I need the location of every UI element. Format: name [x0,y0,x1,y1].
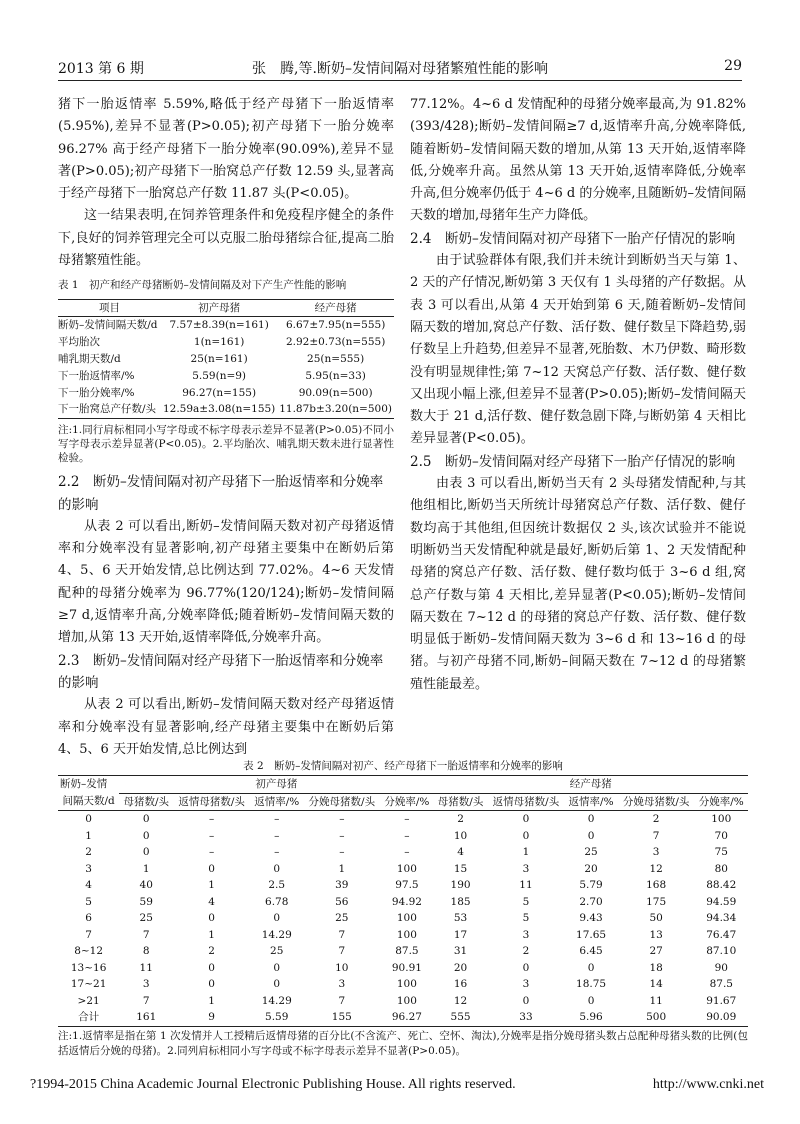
table-cell: – [404,813,410,825]
table-cell: 1 [338,862,346,875]
table-cell: 2 [85,846,92,858]
table-cell: 3 [522,928,530,941]
table-cell: 175 [646,895,667,908]
table-cell: 555 [450,1011,471,1023]
table-cell: 53 [453,912,468,924]
table-cell: 1 [208,879,215,891]
section-heading: 2.5 断奶–发情间隔对经产母猪下一胎产仔情况的影响 [410,453,736,470]
table-cell: 0 [273,961,281,974]
table-cell: 56 [335,895,349,908]
table-cell: 17 [453,928,468,941]
table-header: 分娩率/% [380,793,433,811]
table-cell: 20 [584,862,598,875]
table-cell: – [274,846,280,858]
section-heading: 2.4 断奶–发情间隔对初产母猪下一胎产仔情况的影响 [410,230,736,247]
table-cell: – [274,829,280,842]
table-cell: 5.95(n=33) [305,369,366,382]
table-cell: 0 [587,829,595,842]
table-row [58,844,748,861]
table-cell: – [404,846,410,858]
paragraph: 77.12%。4~6 d 发情配种的母猪分娩率最高,为 91.82%(393/428);断奶–发情间隔≥7 d,返情率升高,分娩率降低,随着断奶–发情间隔天数的增加,从第 13 天开始,返情率降低,分娩率升高。虽然从第 13 天开始,返情率降低,分娩率升高,但分娩率仍低于 4~6 d 的分娩率,且随断奶–发情间隔天数的增加,母猪年生产力降低。 [410,97,746,224]
table-cell: 3 [522,862,530,875]
table-cell: 50 [649,912,663,924]
table-cell: 7 [338,945,346,957]
table-cell: >21 [77,994,100,1007]
table-cell: 12.59a±3.08(n=155) [162,403,276,416]
table-cell: 75 [714,846,728,858]
table-cell: 0 [522,994,530,1007]
table-cell: 15 [453,862,468,875]
table-cell: 哺乳期天数/d [58,353,121,366]
table-cell: 100 [711,813,732,825]
table-cell: 2 [457,813,464,825]
table-cell: 10 [453,829,468,842]
table-note: 注:1.同行肩标相同小写字母或不标字母表示差异不显著(P>0.05)不同小写字母表示差异显著(P<0.05)。2.平均胎次、哺乳期天数未进行显著性检验。 [58,424,394,465]
table-cell: 87.10 [706,945,737,957]
table-cell: 4 [457,846,464,858]
table-cell: 90.91 [391,961,422,974]
table-cell: 11 [519,879,533,891]
table-cell: 13~16 [70,961,107,974]
table-cell: – [339,829,345,842]
table-cell: 断奶–发情间隔天数/d [58,319,158,332]
table-caption: 表 1 初产和经产母猪断奶–发情间隔及对下产生产性能的影响 [58,279,347,292]
table-cell: 0 [522,813,530,825]
table-cell: 2.70 [579,895,603,908]
table-cell: 31 [453,945,468,957]
table-row [58,943,748,960]
table-cell: 168 [646,879,667,891]
table-cell: 96.27 [391,1011,422,1023]
table-cell: – [339,813,345,825]
table-cell: 100 [396,994,417,1007]
table-header: 项目 [58,299,161,317]
table-cell: 8 [142,945,150,957]
table-cell: – [274,813,280,825]
table-row [58,317,394,334]
right-column [410,94,746,696]
table-cell: 4 [85,879,92,891]
table-cell: 40 [139,879,153,891]
table-cell: 0 [208,961,215,974]
table-cell: 1(n=161) [193,336,245,349]
table-cell: 3 [338,978,346,990]
table-2 [58,758,748,1059]
table-cell: 27 [649,945,663,957]
table-cell: 5.96 [579,1011,603,1023]
table-cell: 9.43 [579,912,603,924]
table-cell: 2.5 [268,879,286,891]
table-cell: 合计 [78,1011,100,1023]
table-cell: 39 [335,879,349,891]
table-row [58,368,394,385]
table-row [58,351,394,368]
table-cell: 90.09 [706,1011,737,1023]
table-cell: 7 [85,928,92,941]
table-cell: 2 [652,813,660,825]
table-cell: 6.78 [265,895,289,908]
table-cell: 25 [584,846,598,858]
table-cell: 80 [714,862,728,875]
table-cell: 平均胎次 [58,336,100,349]
table-header: 分娩母猪数/头 [303,793,380,811]
table-cell: 5 [85,895,92,908]
table-cell: 下一胎分娩率/% [58,386,135,399]
table-header: 间隔天数/d [58,793,119,811]
table-cell: 20 [453,961,468,974]
table-cell: 25 [270,945,284,957]
table-cell: 94.92 [391,895,422,908]
table-row [58,910,748,927]
table-cell: 13 [649,928,663,941]
table-cell: 7 [142,928,150,941]
table-cell: 1 [522,846,530,858]
table-cell: 18.75 [576,978,607,990]
section-heading: 2.2 断奶–发情间隔对初产母猪下一胎返情率和分娩率的影响 [58,474,384,513]
table-row [58,861,748,878]
table-cell: 14 [649,978,663,990]
table-row [58,334,394,351]
table-cell: 0 [587,813,595,825]
table-cell: 59 [139,895,153,908]
paragraph: 从表 2 可以看出,断奶–发情间隔天数对经产母猪返情率和分娩率没有显著影响,经产母猪主要集中在断奶后第 4、5、6 天开始发情,总比例达到 [58,697,394,757]
table-row [58,976,748,993]
table-cell: 5.59 [265,1011,289,1023]
table-cell: 87.5 [395,945,419,957]
table-cell: 87.5 [709,978,733,990]
table-1-grid [58,299,394,420]
table-cell: 2.92±0.73(n=555) [285,336,386,349]
table-cell: 185 [450,895,471,908]
table-cell: 100 [396,912,417,924]
table-cell: 155 [331,1011,352,1023]
table-cell: 7 [142,994,150,1007]
table-cell: 3 [522,978,530,990]
table-cell: 70 [714,829,728,842]
table-cell: 0 [208,912,215,924]
table-cell: 11.87b±3.20(n=500) [279,403,392,416]
table-cell: 3 [652,846,660,858]
table-header: 经产母猪 [277,299,394,317]
table-caption: 表 2 断奶–发情间隔对初产、经产母猪下一胎返情率和分娩率的影响 [243,760,563,772]
table-cell: 16 [453,978,468,990]
table-cell: 0 [85,813,92,825]
table-cell: 18 [649,961,663,974]
table-cell: 94.59 [706,895,737,908]
table-cell: 11 [649,994,663,1007]
table-cell: 0 [273,912,281,924]
table-cell: 96.27(n=155) [182,386,257,399]
table-cell: 3 [142,978,150,990]
table-cell: 1 [142,862,150,875]
paragraph: 由于试验群体有限,我们并未统计到断奶当天与第 1、2 天的产仔情况,断奶第 3 天仅有 1 头母猪的产仔数据。从表 3 可以看出,从第 4 天开始到第 6 天,随着断奶–发情间隔天数的增加,窝总产仔数、活仔数、健仔数呈下降趋势,弱仔数呈上升趋势,但差异不显著,死胎数、木乃伊数、畸形数没有明显规律性;第 7~12 天窝总产仔数、活仔数、健仔数又出现小幅上涨,但差异不显著(P>0.05);断奶–发情间隔天数大于 21 d,活仔数、健仔数急剧下降,与断奶第 4 天相比差异显著(P<0.05)。 [410,253,746,447]
table-cell: 33 [519,1011,533,1023]
table-cell: 1 [208,928,215,941]
table-cell: 7 [338,928,346,941]
table-cell: 3 [85,862,92,875]
table-header: 母猪数/头 [434,793,488,811]
table-cell: 5.79 [579,879,603,891]
table-cell: 0 [522,961,530,974]
table-cell: 7.57±8.39(n=161) [169,319,269,332]
table-header: 返情率/% [564,793,617,811]
table-cell: 90.09(n=500) [298,386,373,399]
site-url: http://www.cnki.net [652,1077,764,1092]
table-cell: 4 [208,895,215,908]
table-cell: 14.29 [261,928,292,941]
table-cell: 10 [335,961,349,974]
table-cell: 25 [139,912,153,924]
table-cell: 0 [522,829,530,842]
table-1 [58,274,394,465]
table-cell: 5 [522,912,530,924]
table-cell: 7 [338,994,346,1007]
table-row [58,927,748,944]
journal-issue: 2013 第 6 期 [58,61,144,77]
table-cell: 下一胎窝总产仔数/头 [58,403,157,416]
table-cell: 1 [208,994,215,1007]
table-header: 初产母猪 [161,299,277,317]
table-cell: 6.67±7.95(n=555) [285,319,386,332]
table-cell: 90 [714,961,728,974]
copyright-footer [30,1077,770,1093]
table-cell: 12 [453,994,468,1007]
table-total-row [58,1009,748,1026]
table-header: 返情母猪数/头 [488,793,565,811]
table-cell: 100 [396,928,417,941]
table-cell: 17.65 [576,928,607,941]
table-cell: 88.42 [706,879,737,891]
table-cell: 下一胎返情率/% [58,369,135,382]
table-row [58,894,748,911]
page-number: 29 [724,58,742,74]
table-cell: 2 [522,945,530,957]
table-cell: 14.29 [261,994,292,1007]
table-cell: 0 [208,978,215,990]
left-column [58,94,394,761]
table-cell: 8~12 [74,945,104,957]
table-cell: 0 [142,829,150,842]
table-cell: 1 [85,829,92,842]
table-row [58,385,394,402]
article-running-title: 张 腾,等.断奶–发情间隔对母猪繁殖性能的影响 [252,61,548,77]
table-cell: 76.47 [706,928,737,941]
table-cell: – [209,846,215,858]
table-row [58,401,394,418]
table-row [58,960,748,977]
group-header-multiparous: 经产母猪 [434,776,748,794]
table-cell: 9 [208,1011,215,1023]
table-cell: 0 [208,862,215,875]
table-cell: 0 [142,846,150,858]
table-cell: 5 [522,895,530,908]
table-cell: 100 [396,978,417,990]
table-cell: 6.45 [579,945,603,957]
table-cell: 2 [208,945,215,957]
table-note: 注:1.返情率是指在第 1 次发情并人工授精后返情母猪的百分比(不含流产、死亡、空怀、淘汰),分娩率是指分娩母猪头数占总配种母猪头数的比例(包括返情后分娩的母猪)。2.同列肩标相同小写字母或不标字母表示差异不显著(P>0.05)。 [58,1029,748,1057]
table-cell: 25 [335,912,349,924]
table-cell: 6 [85,912,92,924]
table-cell: – [404,829,410,842]
table-2-grid [58,775,748,1027]
table-cell: 12 [649,862,663,875]
table-row [58,811,748,828]
table-cell: 17~21 [70,978,107,990]
table-header: 返情母猪数/头 [173,793,250,811]
table-cell: 0 [273,862,281,875]
table-cell: 0 [142,813,150,825]
table-cell: 25(n=555) [307,353,365,366]
table-cell: 94.34 [706,912,737,924]
paragraph: 从表 2 可以看出,断奶–发情间隔天数对初产母猪返情率和分娩率没有显著影响,初产母猪主要集中在断奶后第 4、5、6 天开始发情,总比例达到 77.02%。4~6 天发情配种的母猪分娩率为 96.77%(120/124);断奶–发情间隔≥7 d,返情率升高,分娩率降低;随着断奶–发情间隔天数的增加,从第 13 天开始,返情率降低,分娩率升高。 [58,518,394,646]
table-header: 断奶–发情 [60,778,108,791]
table-header: 母猪数/头 [119,793,173,811]
table-cell: 100 [396,862,417,875]
table-cell: 500 [646,1011,667,1023]
paragraph: 由表 3 可以看出,断奶当天有 2 头母猪发情配种,与其他组相比,断奶当天所统计母猪窝总产仔数、活仔数、健仔数均高于其他组,但因统计数据仅 2 头,该次试验并不能说明断奶当天发情配种就是最好,断奶后第 1、2 天发情配种母猪的窝总产仔数、活仔数、健仔数均低于 3~6 d 组,窝总产仔数与第 4 天相比,差异显著(P<0.05);断奶–发情间隔天数在 7~12 d 的母猪的窝总产仔数、活仔数、健仔数明显低于断奶–发情间隔天数为 3~6 d 和 13~16 d 的母猪。与初产母猪不同,断奶–间隔天数在 7~12 d 的母猪繁殖性能最差。 [410,476,746,692]
table-row [58,828,748,845]
section-heading: 2.3 断奶–发情间隔对经产母猪下一胎返情率和分娩率的影响 [58,652,384,691]
table-cell: – [209,813,215,825]
table-cell: 190 [450,879,471,891]
paragraph: 这一结果表明,在饲养管理条件和免疫程序健全的条件下,良好的饲养管理完全可以克服二胎母猪综合征,提高二胎母猪繁殖性能。 [58,208,394,269]
paragraph: 猪下一胎返情率 5.59%,略低于经产母猪下一胎返情率(5.95%),差异不显著(P>0.05);初产母猪下一胎分娩率 96.27% 高于经产母猪下一胎分娩率(90.09%),差异不显著(P>0.05);初产母猪下一胎窝总产仔数 12.59 头,显著高于经产母猪下一胎窝总产仔数 11.87 头(P<0.05)。 [58,97,394,202]
table-cell: 0 [587,961,595,974]
table-header: 分娩母猪数/头 [618,793,695,811]
table-cell: – [209,829,215,842]
table-cell: 7 [652,829,660,842]
table-cell: 25(n=161) [190,353,248,366]
table-row [58,877,748,894]
table-cell: 91.67 [706,994,737,1007]
table-cell: 97.5 [395,879,419,891]
table-header: 返情率/% [250,793,303,811]
table-header: 分娩率/% [695,793,748,811]
running-header [58,56,742,81]
table-cell: 11 [139,961,153,974]
table-cell: 161 [136,1011,157,1023]
table-cell: – [339,846,345,858]
table-cell: 5.59(n=9) [192,369,247,382]
table-cell: 0 [273,978,281,990]
table-row [58,993,748,1010]
group-header-primiparous: 初产母猪 [119,776,433,794]
table-cell: 0 [587,994,595,1007]
copyright-text: ?1994-2015 China Academic Journal Electronic Publishing House. All rights reserved. [30,1077,516,1092]
